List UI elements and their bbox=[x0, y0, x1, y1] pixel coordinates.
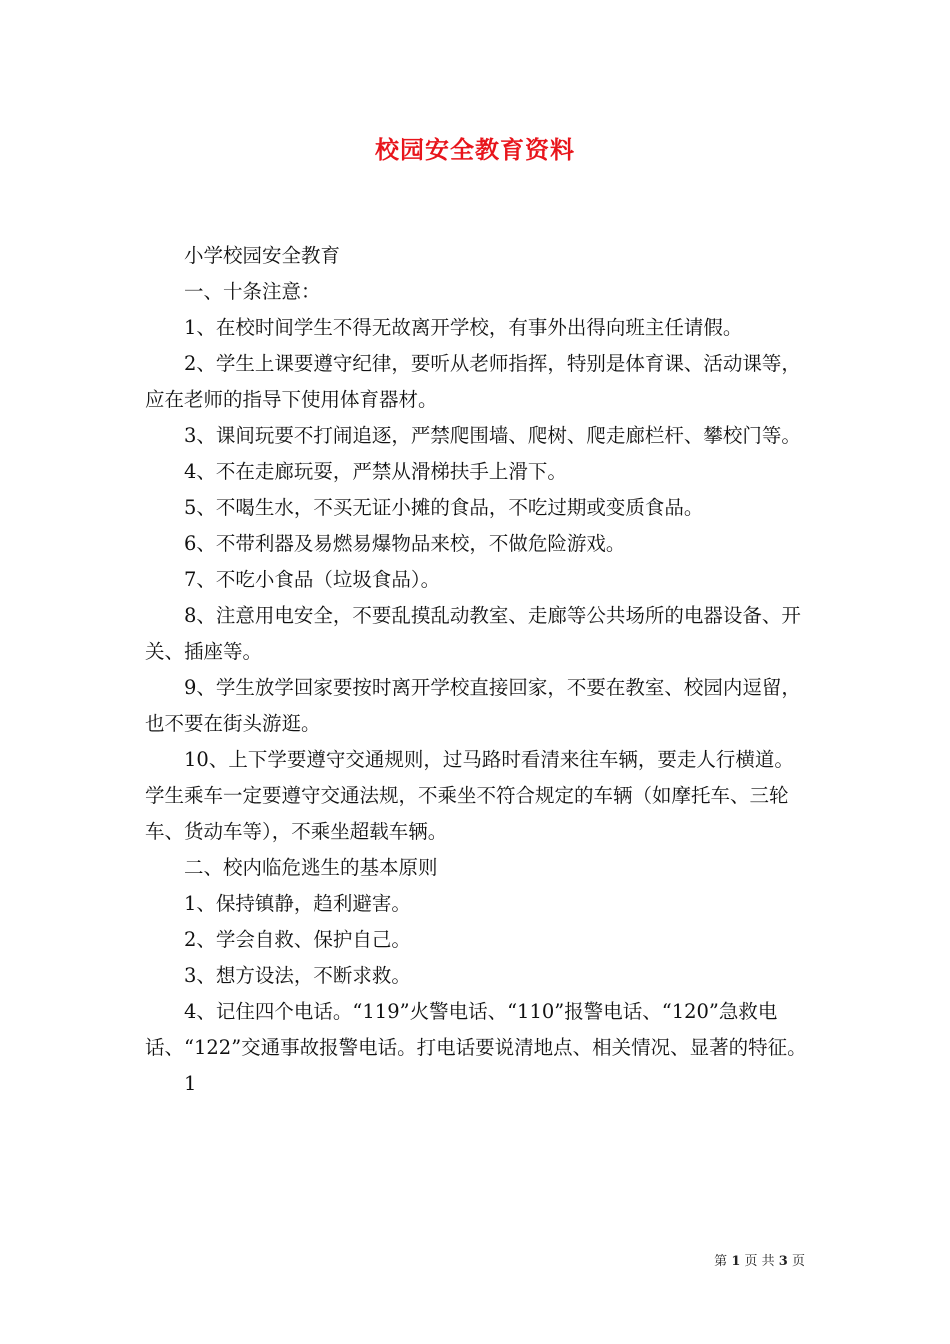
list-item: 10、上下学要遵守交通规则，过马路时看清来往车辆，要走人行横道。学生乘车一定要遵守交通法规，不乘坐不符合规定的车辆（如摩托车、三轮车、货动车等），不乘坐超载车辆。 bbox=[145, 748, 794, 843]
list-item: 3、课间玩要不打闹追逐，严禁爬围墙、爬树、爬走廊栏杆、攀校门等。 bbox=[184, 424, 801, 447]
document-title: 校园安全教育资料 bbox=[375, 135, 575, 164]
list-item: 2、学会自救、保护自己。 bbox=[184, 928, 411, 951]
list-item: 4、不在走廊玩耍，严禁从滑梯扶手上滑下。 bbox=[184, 460, 567, 483]
subsection-heading: 二、校内临危逃生的基本原则 bbox=[184, 856, 438, 879]
list-item: 4、记住四个电话。“119”火警电话、“110”报警电话、“120”急救电话、“122”交通事故报警电话。打电话要说清地点、相关情况、显著的特征。 bbox=[145, 1000, 807, 1059]
footer-middle: 页 共 bbox=[744, 1254, 775, 1269]
list-item: 6、不带利器及易燃易爆物品来校，不做危险游戏。 bbox=[184, 532, 626, 555]
list-item: 5、不喝生水，不买无证小摊的食品，不吃过期或变质食品。 bbox=[184, 496, 704, 519]
footer-suffix: 页 bbox=[791, 1254, 805, 1269]
footer-total-pages: 3 bbox=[778, 1254, 788, 1269]
list-item: 9、学生放学回家要按时离开学校直接回家，不要在教室、校园内逗留，也不要在街头游逛。 bbox=[145, 676, 801, 735]
subsection-heading: 一、十条注意： bbox=[184, 280, 321, 303]
list-item: 3、想方设法，不断求救。 bbox=[184, 964, 411, 987]
footer-prefix: 第 bbox=[714, 1254, 728, 1269]
list-item: 1、在校时间学生不得无故离开学校，有事外出得向班主任请假。 bbox=[184, 316, 743, 339]
inline-page-number: 1 bbox=[184, 1072, 197, 1095]
list-item: 1、保持镇静，趋利避害。 bbox=[184, 892, 411, 915]
list-item: 7、不吃小食品（垃圾食品）。 bbox=[184, 568, 441, 591]
footer-current-page: 1 bbox=[731, 1254, 741, 1269]
list-item: 8、注意用电安全，不要乱摸乱动教室、走廊等公共场所的电器设备、开关、插座等。 bbox=[145, 604, 801, 663]
document-body bbox=[145, 238, 810, 1102]
list-item: 2、学生上课要遵守纪律，要听从老师指挥，特别是体育课、活动课等，应在老师的指导下使用体育器材。 bbox=[145, 352, 801, 411]
section-heading: 小学校园安全教育 bbox=[184, 244, 341, 267]
page-footer bbox=[714, 1250, 805, 1269]
